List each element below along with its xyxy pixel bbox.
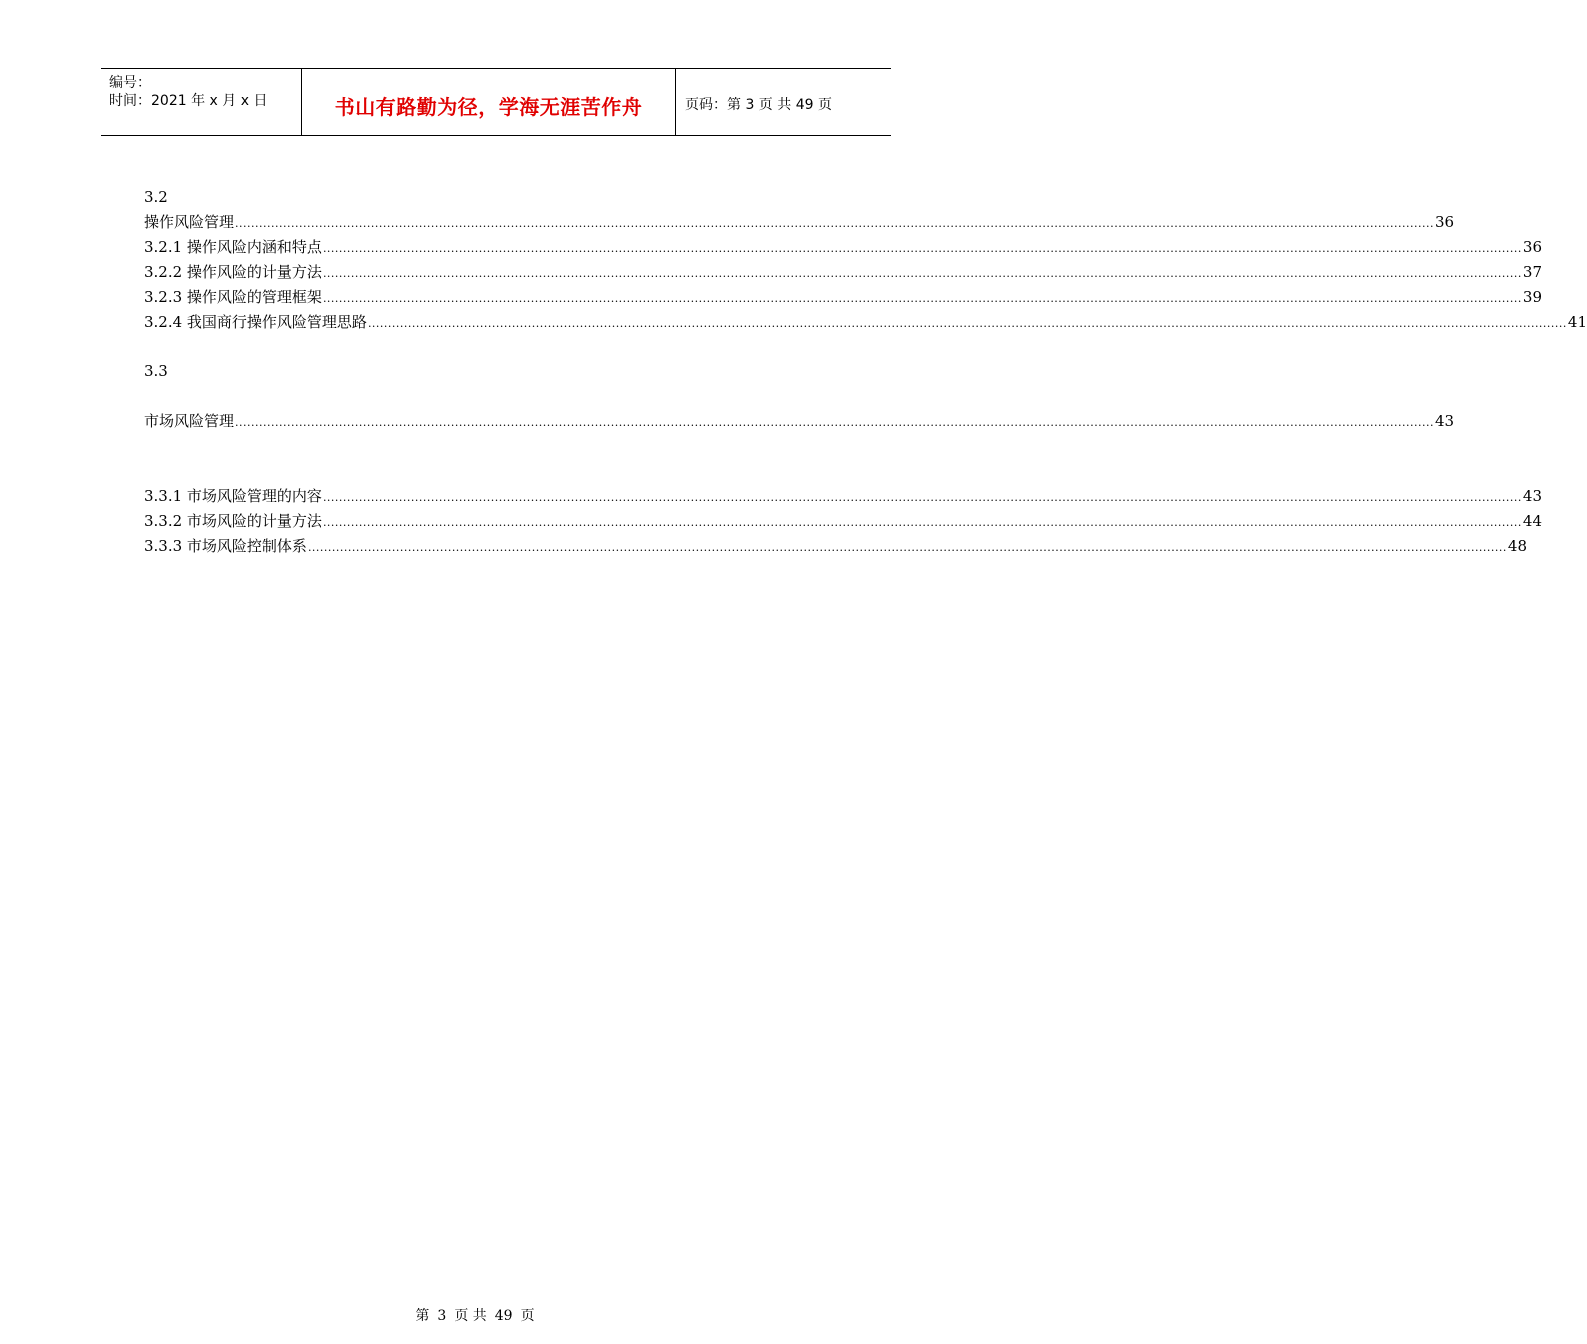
page-footer xyxy=(0,1305,950,1325)
toc-entry-title: 3.3.3 市场风险控制体系 xyxy=(144,537,307,555)
header-page-info: 页码：第 3 页 共 49 页 xyxy=(685,97,832,113)
toc-entry[interactable] xyxy=(144,412,1455,430)
document-time-label: 时间：2021 年 x 月 x 日 xyxy=(109,93,268,109)
footer-prefix: 第 xyxy=(415,1308,430,1324)
header-meta-cell xyxy=(101,69,302,135)
toc-section-number: 3.3 xyxy=(144,362,168,380)
toc-leader-dots: ............................................................................................................................................................................................................................................................................................................ xyxy=(307,541,1507,554)
header-page-cell xyxy=(676,69,891,135)
toc-leader-dots: ............................................................................................................................................................................................................................................................................................................ xyxy=(322,292,1522,305)
toc-entry[interactable] xyxy=(144,263,1543,281)
toc-entry-title: 3.2.2 操作风险的计量方法 xyxy=(144,263,322,281)
document-number-label: 编号： xyxy=(109,75,151,91)
header-motto: 书山有路勤为径，学海无涯苦作舟 xyxy=(334,95,643,119)
toc-entry-page: 48 xyxy=(1507,537,1528,555)
toc-entry-title: 操作风险管理 xyxy=(144,213,235,231)
toc-section-number: 3.2 xyxy=(144,188,168,206)
footer-total-pages: 49 xyxy=(494,1308,513,1324)
toc-entry-page: 37 xyxy=(1522,263,1543,281)
toc-entry[interactable] xyxy=(144,213,1455,231)
toc-entry-title: 3.2.3 操作风险的管理框架 xyxy=(144,288,322,306)
toc-leader-dots: ............................................................................................................................................................................................................................................................................................................ xyxy=(367,317,1567,330)
toc-entry[interactable] xyxy=(144,512,1543,530)
toc-entry-page: 44 xyxy=(1522,512,1543,530)
toc-entry[interactable] xyxy=(144,313,1587,331)
toc-entry-page: 36 xyxy=(1522,238,1543,256)
toc-leader-dots: ............................................................................................................................................................................................................................................................................................................ xyxy=(235,416,1434,429)
toc-entry-title: 市场风险管理 xyxy=(144,412,235,430)
toc-leader-dots: ............................................................................................................................................................................................................................................................................................................ xyxy=(322,242,1522,255)
footer-page-number: 3 xyxy=(437,1308,447,1324)
toc-entry-title: 3.2.4 我国商行操作风险管理思路 xyxy=(144,313,367,331)
footer-suffix: 页 xyxy=(520,1308,535,1324)
toc-leader-dots: ............................................................................................................................................................................................................................................................................................................ xyxy=(322,267,1522,280)
footer-middle: 页 共 xyxy=(454,1308,487,1324)
toc-entry-title: 3.2.1 操作风险内涵和特点 xyxy=(144,238,322,256)
toc-entry[interactable] xyxy=(144,537,1528,555)
toc-entry-title: 3.3.1 市场风险管理的内容 xyxy=(144,487,322,505)
toc-entry[interactable] xyxy=(144,288,1543,306)
toc-leader-dots: ............................................................................................................................................................................................................................................................................................................ xyxy=(322,491,1522,504)
toc-entry-page: 41 xyxy=(1567,313,1587,331)
page-header xyxy=(101,68,891,136)
toc-entry[interactable] xyxy=(144,487,1543,505)
toc-entry[interactable] xyxy=(144,238,1543,256)
toc-entry-page: 43 xyxy=(1435,412,1455,430)
toc-leader-dots: ............................................................................................................................................................................................................................................................................................................ xyxy=(322,516,1522,529)
toc-leader-dots: ............................................................................................................................................................................................................................................................................................................ xyxy=(235,217,1434,230)
toc-entry-page: 43 xyxy=(1522,487,1543,505)
header-motto-cell xyxy=(302,69,676,135)
toc-entry-page: 36 xyxy=(1435,213,1455,231)
toc-entry-page: 39 xyxy=(1522,288,1543,306)
toc-entry-title: 3.3.2 市场风险的计量方法 xyxy=(144,512,322,530)
